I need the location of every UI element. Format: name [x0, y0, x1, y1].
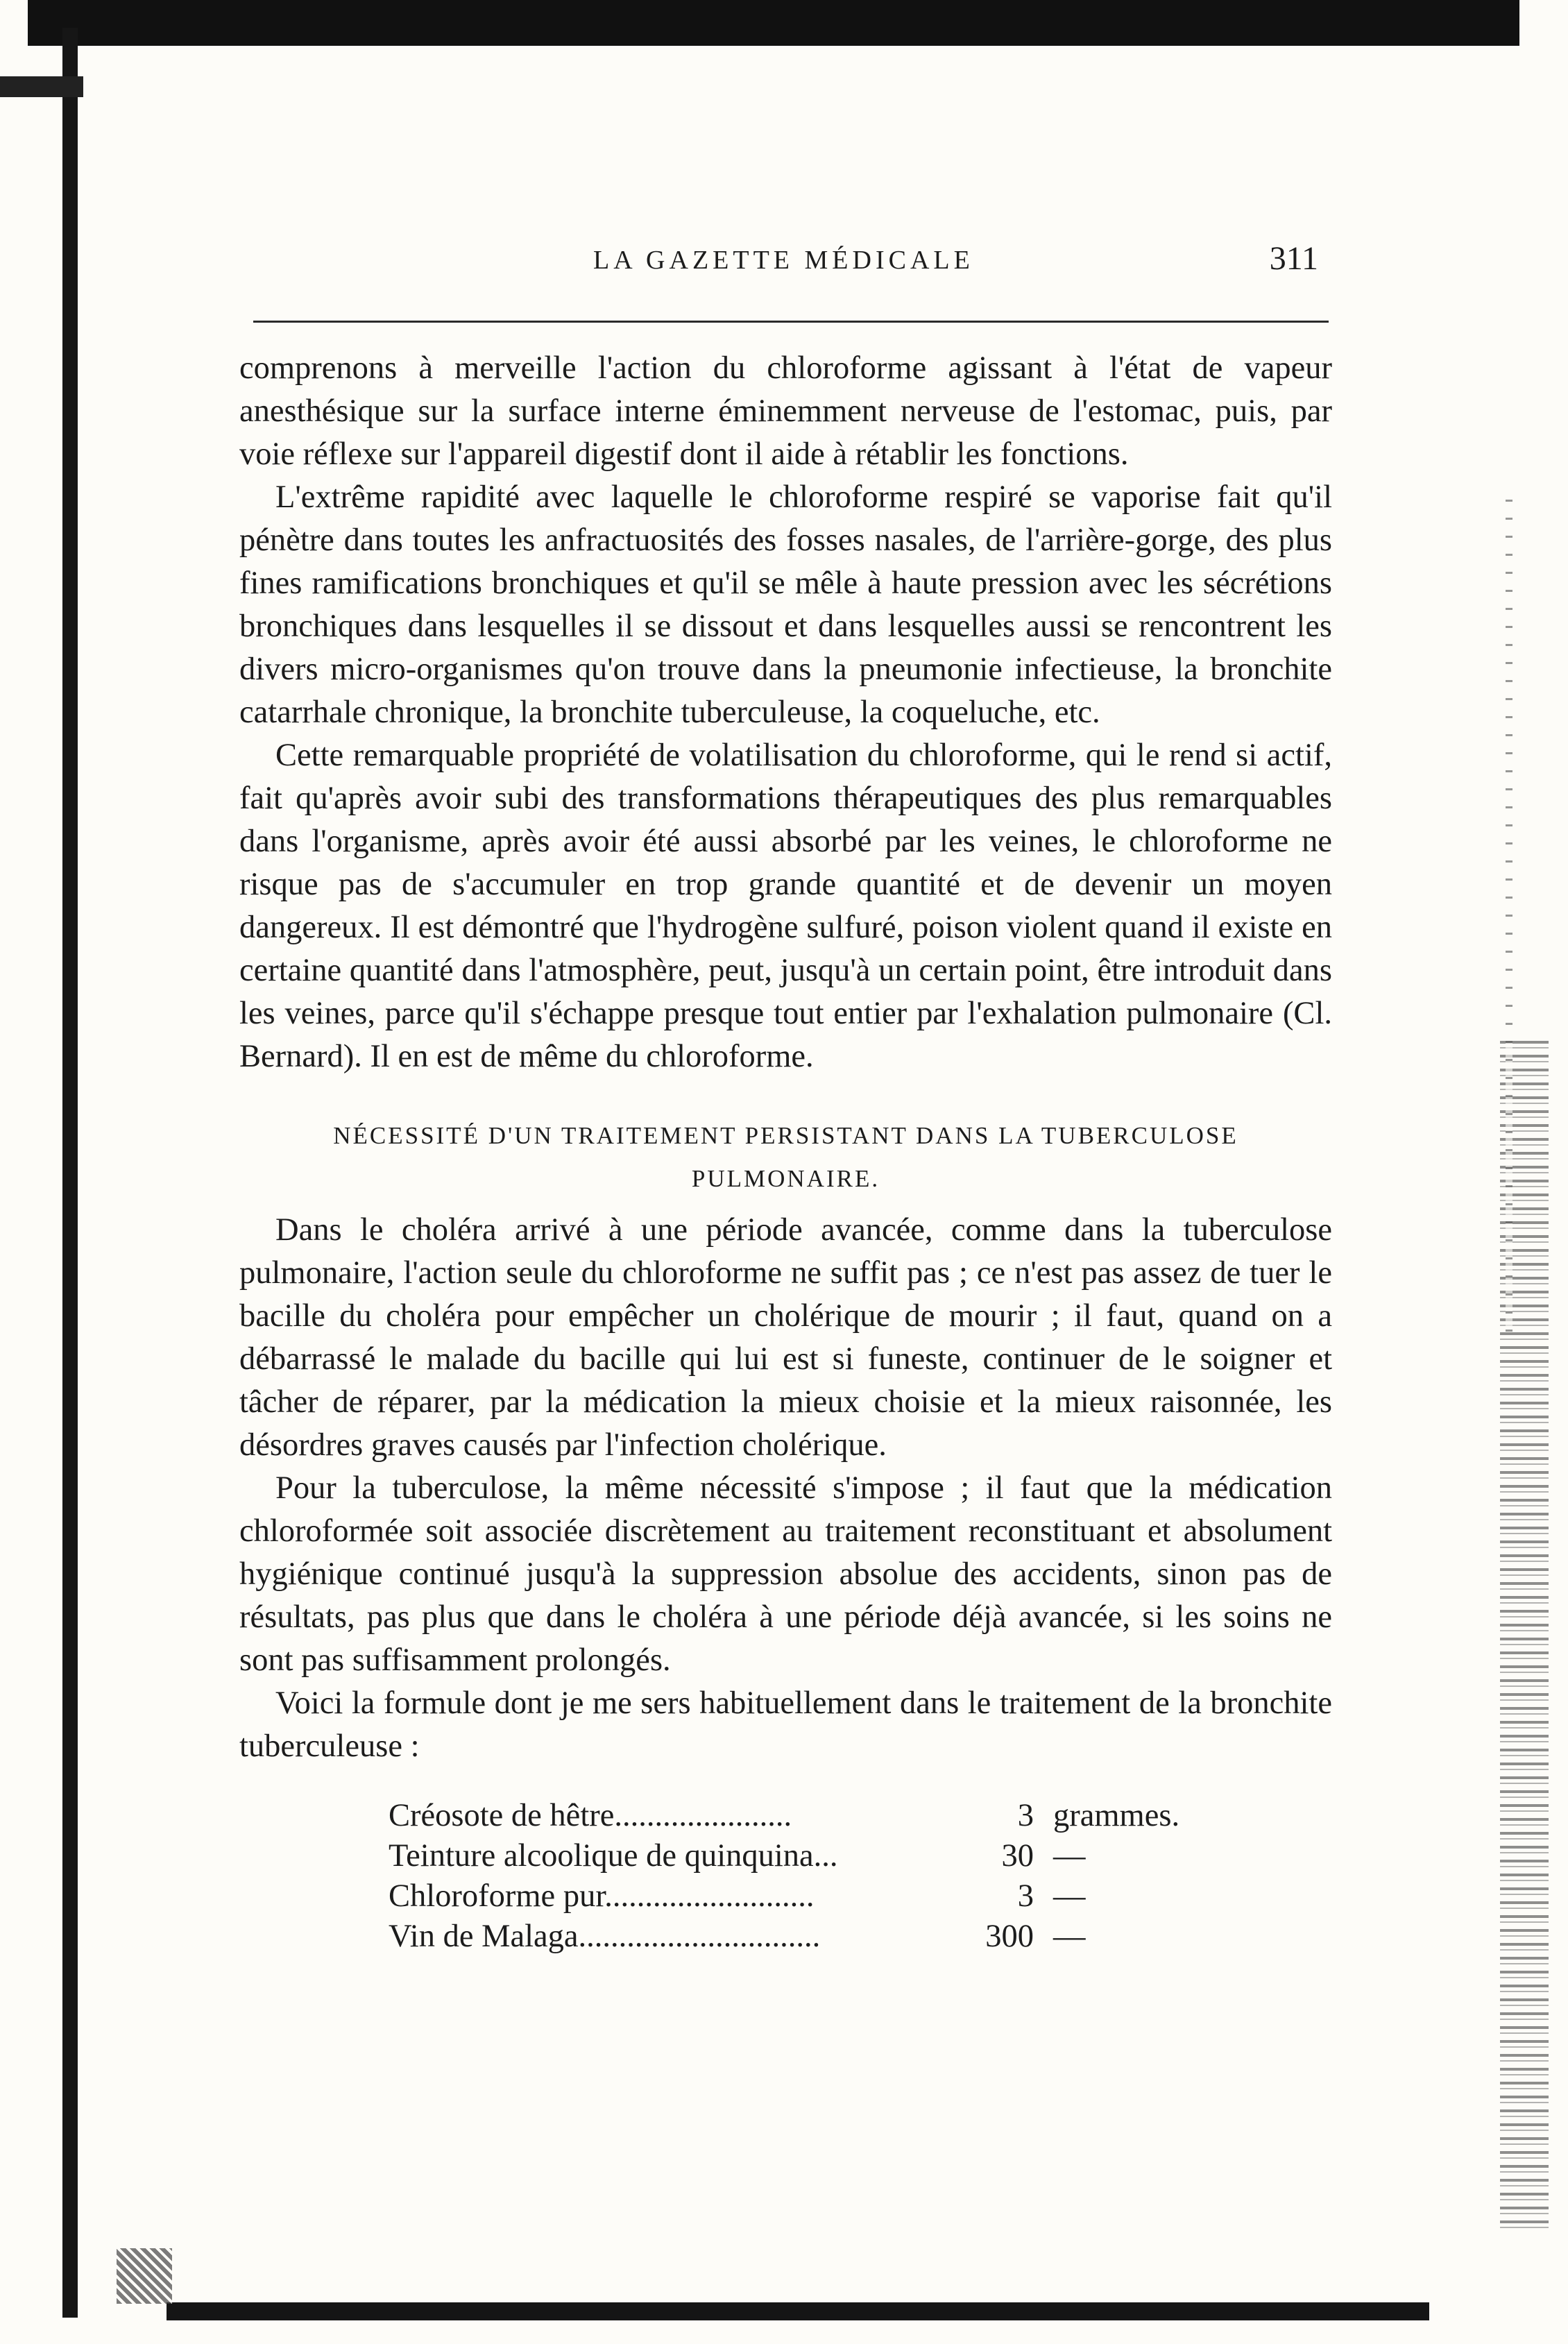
scan-border-bottom	[167, 2302, 1429, 2320]
scan-smudge	[117, 2248, 172, 2304]
formula-row	[389, 1836, 1221, 1876]
scan-border-left	[62, 28, 78, 2318]
paragraph: Dans le choléra arrivé à une période avancée, comme dans la tuberculose pulmonaire, l'action seule du chloroforme ne suffit pas ; ce n'est pas assez de tuer le bacille du choléra pour empêcher un cholérique de mourir ; il faut, quand on a débarrassé le malade du bacille qui lui est si funeste, continuer de le soigner et tâcher de réparer, par la médication la mieux choisie et la mieux raisonnée, les désordres graves causés par l'infection cholérique.	[239, 1212, 1332, 1463]
section-heading-line: PULMONAIRE.	[691, 1165, 880, 1192]
page-body	[239, 347, 1332, 1957]
ingredient-quantity: 300	[985, 1919, 1034, 1954]
ingredient-name: Chloroforme pur..........................	[389, 1878, 815, 1914]
ingredient-quantity: 30	[1001, 1838, 1034, 1874]
ingredient-name: Vin de Malaga..............................	[389, 1919, 821, 1954]
page-number: 311	[1269, 240, 1318, 277]
paragraph: Voici la formule dont je me sers habituellement dans le traitement de la bronchite tuberculeuse :	[239, 1685, 1332, 1764]
ingredient-unit: —	[1053, 1838, 1086, 1874]
ingredient-unit: —	[1053, 1878, 1086, 1914]
ingredient-unit: grammes.	[1053, 1798, 1180, 1833]
section-heading-line: NÉCESSITÉ D'UN TRAITEMENT PERSISTANT DANS LA TUBERCULOSE	[333, 1122, 1238, 1149]
ingredient-unit: —	[1053, 1919, 1086, 1954]
scan-mark	[0, 76, 83, 97]
ingredient-name: Teinture alcoolique de quinquina...	[389, 1838, 838, 1874]
scan-border-top	[28, 0, 1519, 46]
formula-row	[389, 1917, 1221, 1957]
ingredient-quantity: 3	[1017, 1798, 1034, 1833]
running-head	[246, 239, 1332, 302]
paragraph: L'extrême rapidité avec laquelle le chloroforme respiré se vaporise fait qu'il pénètre dans toutes les anfractuosités des fosses nasales, de l'arrière-gorge, des plus fines ramifications bronchiques et qu'il se mêle à haute pression avec les sécrétions bronchiques dans lesquelles il se dissout et dans lesquelles aussi se rencontrent les divers micro-organismes qu'on trouve dans la pneumonie infectieuse, la bronchite catarrhale chronique, la bronchite tuberculeuse, la coqueluche, etc.	[239, 479, 1332, 730]
paragraph: Pour la tuberculose, la même nécessité s'impose ; il faut que la médication chloroformée soit associée discrètement au traitement reconstituant et absolument hygiénique continué jusqu'à la suppression absolue des accidents, sinon pas de résultats, pas plus que dans le choléra à une période déjà avancée, si les soins ne sont pas suffisamment prolongés.	[239, 1470, 1332, 1678]
scan-edge-noise	[1506, 500, 1512, 1332]
paragraph: comprenons à merveille l'action du chloroforme agissant à l'état de vapeur anesthésique sur la surface interne éminemment nerveuse de l'estomac, puis, par voie réflexe sur l'appareil digestif dont il aide à rétablir les fonctions.	[239, 350, 1332, 472]
formula-row	[389, 1876, 1221, 1917]
section-heading	[239, 1114, 1332, 1200]
formula-row	[389, 1796, 1221, 1836]
header-rule	[253, 321, 1329, 323]
running-title: LA GAZETTE MÉDICALE	[593, 246, 974, 275]
paragraph: Cette remarquable propriété de volatilisation du chloroforme, qui le rend si actif, fait qu'après avoir subi des transformations thérapeutiques des plus remarquables dans l'organisme, après avoir été aussi absorbé par les veines, le chloroforme ne risque pas de s'accumuler en trop grande quantité et de devenir un moyen dangereux. Il est démontré que l'hydrogène sulfuré, poison violent quand il existe en certaine quantité dans l'atmosphère, peut, jusqu'à un certain point, être introduit dans les veines, parce qu'il s'échappe presque tout entier par l'exhalation pulmonaire (Cl. Bernard). Il en est de même du chloroforme.	[239, 738, 1332, 1074]
ingredient-name: Créosote de hêtre......................	[389, 1798, 792, 1833]
formula-table	[389, 1796, 1221, 1957]
ingredient-quantity: 3	[1017, 1878, 1034, 1914]
